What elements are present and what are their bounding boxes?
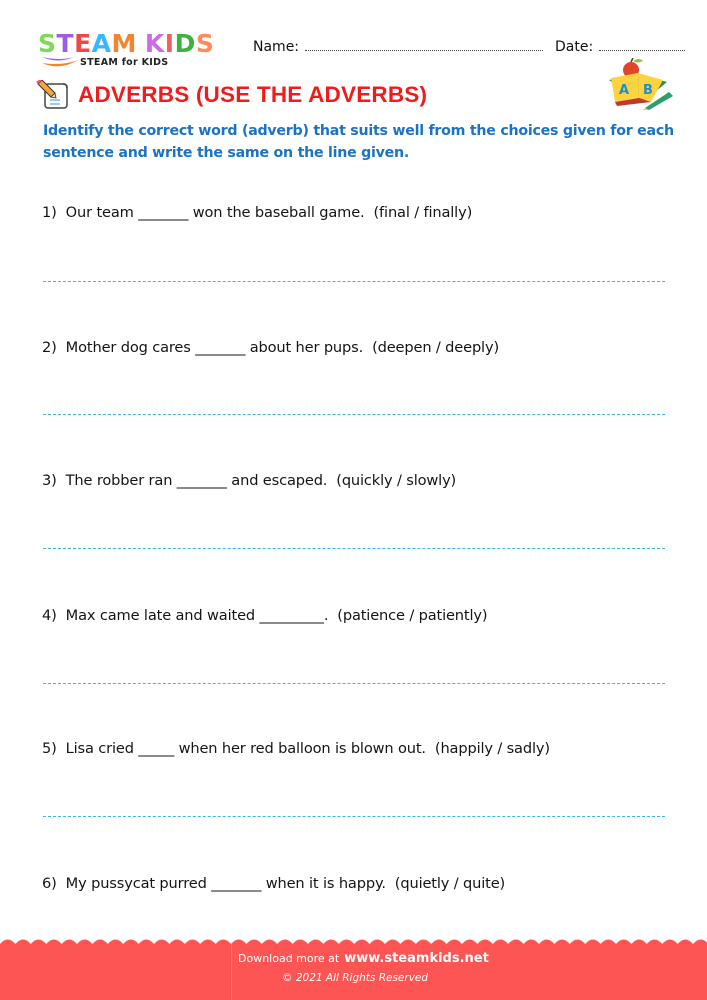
logo-wordmark — [38, 31, 238, 56]
logo-letter: S — [38, 29, 57, 58]
logo-letter: E — [74, 29, 92, 58]
question-text: The robber ran _______ and escaped. (quickly / slowly) — [65, 472, 457, 489]
question-number: 6) — [42, 875, 57, 892]
footer-download — [238, 951, 489, 966]
name-label: Name: — [253, 39, 300, 55]
date-field[interactable] — [599, 39, 685, 51]
question-text: Max came late and waited _________. (patience / patiently) — [65, 607, 488, 624]
footer-url-link[interactable]: www.steamkids.net — [344, 951, 489, 966]
logo-letter: M — [111, 29, 137, 58]
logo-swoosh-icon — [40, 55, 80, 69]
question-2 — [42, 339, 499, 356]
question-3 — [42, 472, 456, 489]
question-text: My pussycat purred _______ when it is happy. (quietly / quite) — [65, 875, 506, 892]
answer-line-1[interactable] — [43, 281, 665, 282]
logo-space — [137, 31, 145, 56]
answer-line-5[interactable] — [43, 816, 665, 817]
logo-letter: D — [174, 29, 196, 58]
question-1 — [42, 204, 472, 221]
question-number: 2) — [42, 339, 57, 356]
svg-text:A: A — [619, 83, 630, 98]
answer-line-2[interactable] — [43, 414, 665, 415]
question-6 — [42, 875, 505, 892]
name-date-row — [253, 39, 685, 55]
footer-download-prefix: Download more at — [238, 952, 340, 965]
logo-letter: T — [56, 29, 75, 58]
worksheet-title: ADVERBS (USE THE ADVERBS) — [78, 82, 428, 107]
steam-kids-logo — [38, 31, 238, 71]
pencil-paper-icon — [36, 80, 70, 110]
question-text: Mother dog cares _______ about her pups. (deepen / deeply) — [65, 339, 499, 356]
question-5 — [42, 740, 550, 757]
worksheet-title-row — [36, 80, 427, 110]
logo-letter: A — [91, 29, 112, 58]
question-4 — [42, 607, 487, 624]
question-text: Our team _______ won the baseball game. (final / finally) — [65, 204, 473, 221]
question-number: 5) — [42, 740, 57, 757]
date-label: Date: — [555, 39, 594, 55]
question-number: 3) — [42, 472, 57, 489]
question-number: 1) — [42, 204, 57, 221]
answer-line-3[interactable] — [43, 548, 665, 549]
footer-copyright: © 2021 All Rights Reserved — [282, 972, 429, 984]
logo-letter: S — [195, 29, 215, 58]
logo-tagline: STEAM for KIDS — [80, 57, 169, 68]
svg-text:B: B — [643, 83, 653, 98]
instructions-text: Identify the correct word (adverb) that suits well from the choices given for each sentence and write the same on the line given. — [43, 123, 674, 161]
name-field[interactable] — [305, 39, 543, 51]
question-number: 4) — [42, 607, 57, 624]
logo-letter: K — [144, 29, 165, 58]
abc-book-apple-icon — [605, 58, 675, 110]
logo-letter: I — [164, 29, 175, 58]
question-text: Lisa cried _____ when her red balloon is blown out. (happily / sadly) — [65, 740, 550, 757]
answer-line-4[interactable] — [43, 683, 665, 684]
footer-divider — [231, 944, 232, 1000]
